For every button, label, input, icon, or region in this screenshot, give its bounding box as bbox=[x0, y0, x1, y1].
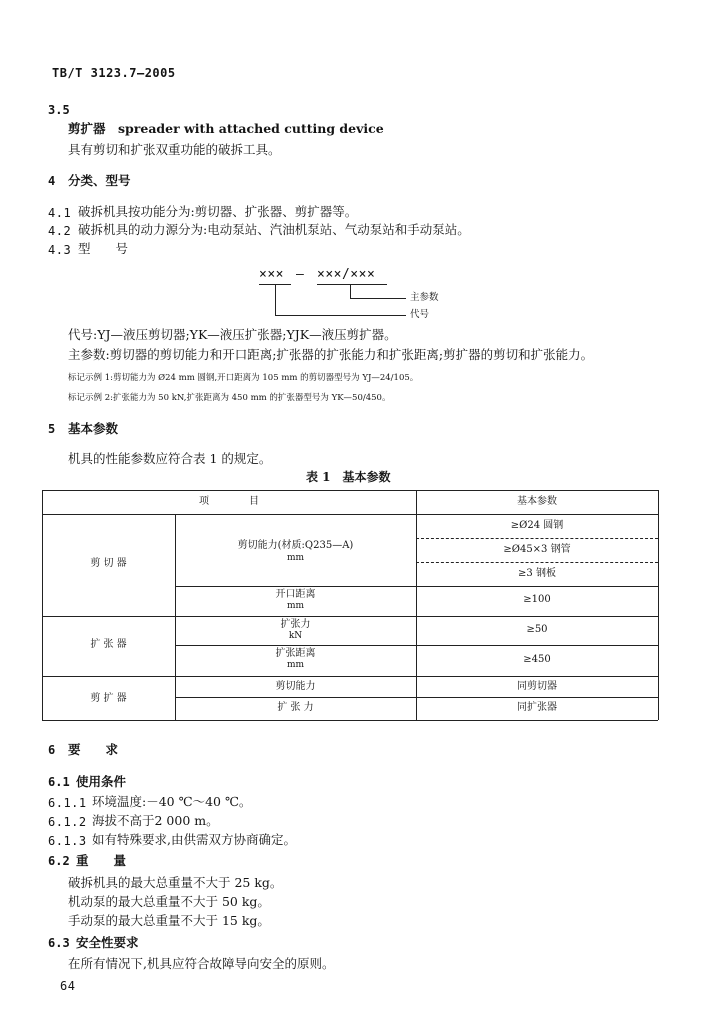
section-title: 安全性要求 bbox=[76, 935, 139, 950]
clause-text: 海拔不高于2 000 m。 bbox=[92, 813, 219, 828]
clause-number: 4.1 bbox=[48, 206, 72, 220]
cell-label: 扩张距离 bbox=[275, 648, 316, 659]
leader-line bbox=[275, 315, 406, 316]
cell-value: ≥3 钢板 bbox=[518, 568, 556, 579]
section-title: 使用条件 bbox=[76, 774, 127, 789]
paragraph: 破拆机具的最大总重量不大于 25 kg。 bbox=[68, 875, 283, 890]
cell-unit: kN bbox=[288, 631, 303, 641]
leader-line bbox=[275, 284, 276, 315]
table-header-param: 基本参数 bbox=[517, 496, 557, 507]
cell-label: 剪切能力(材质:Q235—A) bbox=[237, 540, 354, 551]
section-number: 4 bbox=[48, 174, 56, 188]
cell-label: 扩 张 力 bbox=[277, 702, 314, 713]
standard-number: TB/T 3123.7—2005 bbox=[52, 66, 176, 80]
group-label-cutter: 剪 切 器 bbox=[90, 558, 127, 569]
group-label-spreader: 扩 张 器 bbox=[90, 639, 127, 650]
clause-number: 6.1.1 bbox=[48, 796, 87, 810]
section-number: 6.2 bbox=[48, 854, 70, 868]
paragraph: 具有剪切和扩张双重功能的破拆工具。 bbox=[68, 142, 281, 157]
cell-value: ≥50 bbox=[526, 624, 548, 635]
model-code-right: ×××/××× bbox=[317, 267, 376, 282]
paragraph: 机动泵的最大总重量不大于 50 kg。 bbox=[68, 894, 270, 909]
clause-text: 破拆机具的动力源分为:电动泵站、汽油机泵站、气动泵站和手动泵站。 bbox=[78, 222, 470, 237]
paragraph: 主参数:剪切器的剪切能力和开口距离;扩张器的扩张能力和扩张距离;剪扩器的剪切和扩张能力。 bbox=[68, 347, 594, 362]
section-title: 要 求 bbox=[68, 742, 119, 757]
paragraph: 在所有情况下,机具应符合故障导向安全的原则。 bbox=[68, 956, 335, 971]
clause-number: 6.1.2 bbox=[48, 815, 87, 829]
cell-value: 同剪切器 bbox=[517, 681, 557, 692]
cell-value: ≥100 bbox=[523, 594, 551, 605]
section-number: 6.1 bbox=[48, 775, 70, 789]
clause-number: 4.2 bbox=[48, 224, 72, 238]
cell-label: 开口距离 bbox=[275, 589, 316, 600]
paragraph: 代号:YJ—液压剪切器;YK—液压扩张器;YJK—液压剪扩器。 bbox=[68, 327, 397, 342]
section-title: 重 量 bbox=[76, 853, 127, 868]
group-label-combo: 剪 扩 器 bbox=[90, 693, 127, 704]
cell-unit: mm bbox=[286, 553, 305, 563]
cell-value: ≥Ø45×3 钢管 bbox=[503, 544, 571, 555]
clause-number: 4.3 bbox=[48, 243, 72, 257]
section-title: 剪扩器 spreader with attached cutting device bbox=[68, 121, 384, 136]
section-number: 6.3 bbox=[48, 936, 70, 950]
model-code-dash: — bbox=[296, 267, 305, 282]
section-title: 分类、型号 bbox=[68, 173, 131, 188]
cell-value: ≥450 bbox=[523, 654, 551, 665]
table-caption: 表 1 基本参数 bbox=[306, 470, 391, 484]
section-number: 6 bbox=[48, 743, 56, 757]
clause-text: 型 号 bbox=[78, 241, 129, 256]
cell-unit: mm bbox=[286, 660, 305, 670]
marking-example: 标记示例 1:剪切能力为 Ø24 mm 圆钢,开口距离为 105 mm 的剪切器型号为 YJ—24/105。 bbox=[68, 373, 419, 383]
clause-text: 破拆机具按功能分为:剪切器、扩张器、剪扩器等。 bbox=[78, 204, 358, 219]
label-main-param: 主参数 bbox=[410, 292, 439, 303]
paragraph: 机具的性能参数应符合表 1 的规定。 bbox=[68, 451, 272, 466]
section-title: 基本参数 bbox=[68, 421, 119, 436]
clause-text: 环境温度:－40 ℃～40 ℃。 bbox=[92, 794, 252, 809]
underline bbox=[317, 284, 387, 285]
cell-unit: mm bbox=[286, 601, 305, 611]
clause-text: 如有特殊要求,由供需双方协商确定。 bbox=[92, 832, 296, 847]
marking-example: 标记示例 2:扩张能力为 50 kN,扩张距离为 450 mm 的扩张器型号为 YK—50/450。 bbox=[68, 393, 391, 403]
section-number: 3.5 bbox=[48, 103, 70, 117]
leader-line bbox=[350, 284, 351, 298]
label-code: 代号 bbox=[410, 309, 430, 320]
cell-value: 同扩张器 bbox=[517, 702, 557, 713]
model-code-left: ××× bbox=[259, 267, 284, 282]
page-number: 64 bbox=[60, 979, 76, 993]
cell-label: 扩张力 bbox=[280, 619, 311, 630]
section-number: 5 bbox=[48, 422, 56, 436]
cell-value: ≥Ø24 圆钢 bbox=[510, 520, 564, 531]
cell-label: 剪切能力 bbox=[275, 681, 316, 692]
leader-line bbox=[350, 298, 406, 299]
clause-number: 6.1.3 bbox=[48, 834, 87, 848]
table-header-item: 项 目 bbox=[199, 496, 259, 507]
paragraph: 手动泵的最大总重量不大于 15 kg。 bbox=[68, 913, 270, 928]
